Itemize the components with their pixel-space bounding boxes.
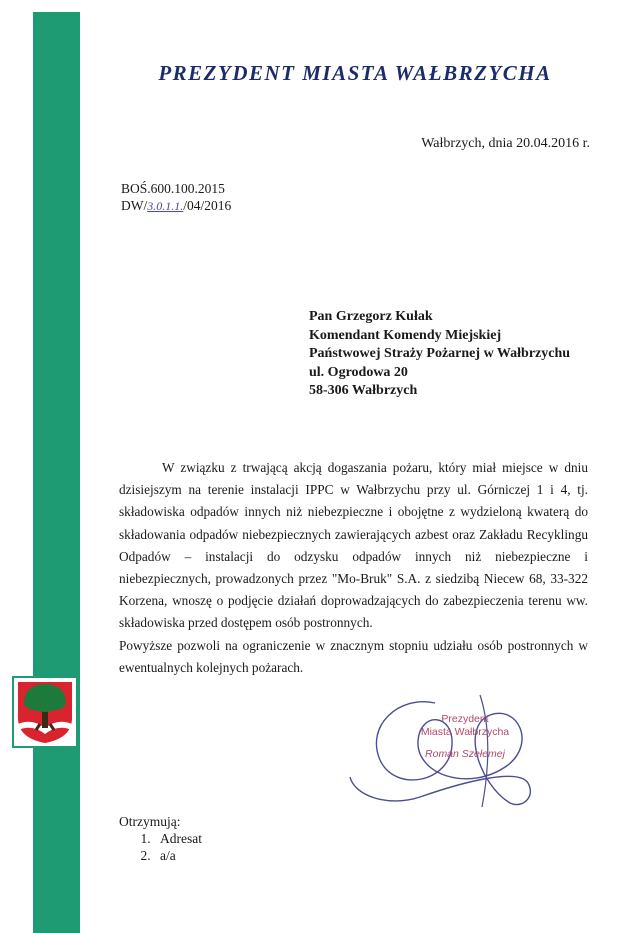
distribution-item: 2. a/a [154,847,202,864]
recipient-name: Pan Grzegorz Kułak [309,309,433,324]
city-crest-logo [12,676,78,748]
stamp-signatory-name: Roman Szełemej [425,748,505,760]
document-title: PREZYDENT MIASTA WAŁBRZYCHA [158,61,552,85]
distribution-list [119,813,202,864]
distribution-label: Otrzymują: [119,814,181,829]
body-paragraph-1: W związku z trwającą akcją dogaszania pożaru, który miał miejsce w dniu dzisiejszym na terenie instalacji IPPC w Wałbrzychu przy ul. Górniczej 1 i 4, tj. składowiska odpadów innych niż niebezpieczne i obojętne z wydzieloną kwaterą do składowania odpadów niebezpiecznych zawierających azbest oraz Zakładu Recyklingu Odpadów – instalacji do odzysku odpadów innych niż niebezpieczne i niebezpiecznych, prowadzonych przez "Mo-Bruk" S.A. z siedzibą Niecew 68, 33-322 Korzena, wnoszę o podjęcie działań doprowadzających do zabezpieczenia terenu ww. składowiska przed dostępem osób postronnych. [119,460,588,631]
crest-tree-icon [14,678,76,746]
stamp-office: Miasta Wałbrzycha [420,726,510,738]
reference-prefix: DW/ [121,198,148,213]
reference-line-2 [121,197,231,215]
reference-numbers [121,180,231,215]
place-date: Wałbrzych, dnia 20.04.2016 r. [421,136,590,151]
recipient-city: 58-306 Wałbrzych [309,383,418,398]
signature-stamp [405,713,525,761]
reference-line-1: BOŚ.600.100.2015 [121,181,225,196]
body-paragraph-2: Powyższe pozwoli na ograniczenie w znacznym stopniu udziału osób postronnych w ewentualnych kolejnych pożarach. [119,637,588,675]
reference-handwritten: 3.0.1.1. [147,199,184,213]
letter-body [119,457,588,679]
side-green-stripe [33,12,80,933]
recipient-street: ul. Ogrodowa 20 [309,364,408,380]
reference-suffix: /04/2016 [183,198,232,213]
distribution-item: 1. Adresat [154,830,202,847]
recipient-position: Komendant Komendy Miejskiej [309,327,502,343]
stamp-title: Prezydent [441,713,489,725]
recipient-institution: Państwowej Straży Pożarnej w Wałbrzychu [309,346,571,361]
recipient-address [309,308,570,401]
